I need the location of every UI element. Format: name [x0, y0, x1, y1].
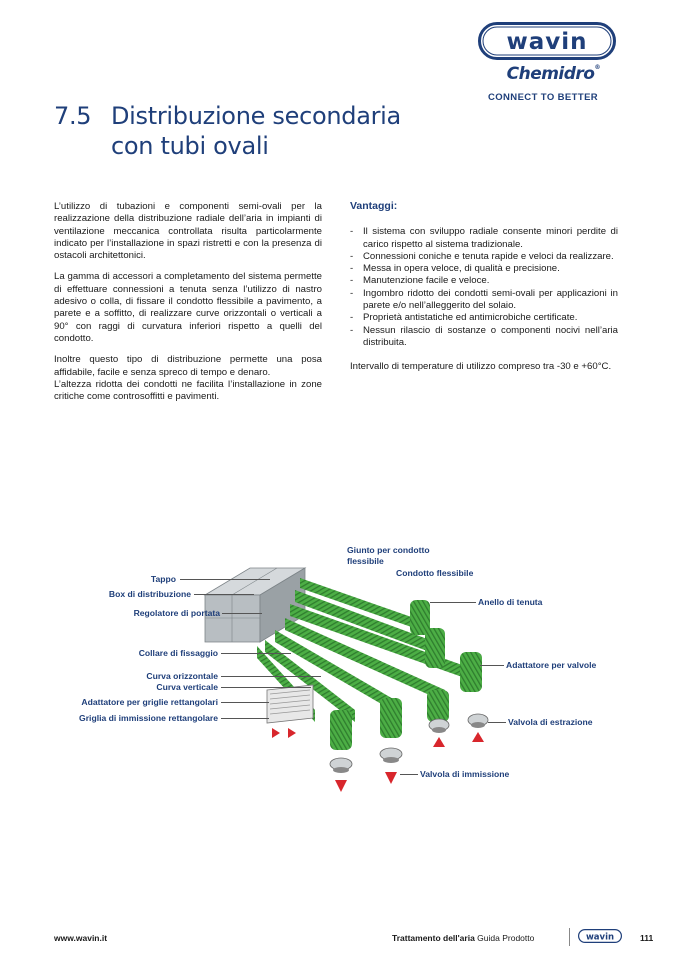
- leader-regolatore: [222, 613, 262, 614]
- advantage-item: - Nessun rilascio di sostanze o componenti nocivi nell’aria distribuita.: [350, 325, 618, 350]
- label-condotto-flessibile: Condotto flessibile: [396, 568, 474, 578]
- leader-adattatore-valvole: [480, 665, 504, 666]
- supply-valves: [330, 748, 402, 792]
- advantage-item: - Connessioni coniche e tenuta rapide e veloci da realizzare.: [350, 251, 618, 263]
- leader-box: [194, 594, 254, 595]
- leader-anello: [430, 602, 476, 603]
- intro-column: [54, 201, 322, 403]
- leader-curva-verticale: [221, 687, 311, 688]
- leader-curva-orizzontale: [221, 676, 321, 677]
- label-valvola-estrazione: Valvola di estrazione: [508, 717, 593, 727]
- footer-wavin-logo: [578, 929, 622, 943]
- leader-adattatore-griglie: [221, 702, 269, 703]
- leader-collare: [221, 653, 291, 654]
- label-box-distribuzione: Box di distribuzione: [108, 589, 191, 599]
- label-anello-tenuta: Anello di tenuta: [478, 597, 543, 607]
- chemidro-logo-text: Chemidro: [506, 64, 595, 84]
- leader-griglia: [221, 718, 269, 719]
- footer-section: [392, 933, 534, 943]
- section-number: 7.5: [54, 102, 92, 130]
- advantages-heading: Vantaggi:: [350, 200, 398, 212]
- intro-paragraph-3: Inoltre questo tipo di distribuzione permette una posa affidabile, facile e senza spreco di tempo e denaro.: [54, 354, 322, 378]
- advantage-item: - Ingombro ridotto dei condotti semi-ovali per applicazioni in parete e/o nell’alleggerito del solaio.: [350, 288, 618, 313]
- title-line-2: con tubi ovali: [111, 132, 269, 160]
- label-adattatore-griglie: Adattatore per griglie rettangolari: [81, 697, 218, 707]
- intro-paragraph-1: L’utilizzo di tubazioni e componenti semi-ovali per la realizzazione della distribuzione radiale dell’aria in impianti di ventilazione meccanica controllata risulta particolarmente indicato per l’installazione in spazi ristretti e con la presenza di ostacoli architettonici.: [54, 201, 322, 262]
- label-curva-verticale: Curva verticale: [156, 682, 218, 692]
- advantages-column: [350, 200, 618, 374]
- leader-valvola-immissione: [400, 774, 418, 775]
- intro-paragraph-2: La gamma di accessori a completamento del sistema permette di effettuare connessioni a tenuta senza l’utilizzo di nastro adesivo o colla, di fissare il condotto flessibile a pavimento, a parete e a soffitto, di realizzare curve orizzontali o verticali a 90° con raggi di curvatura inferiori rispetto a quelli del condotto.: [54, 271, 322, 344]
- advantage-item: - Messa in opera veloce, di qualità e precisione.: [350, 263, 618, 275]
- label-valvola-immissione: Valvola di immissione: [420, 769, 510, 779]
- label-curva-orizzontale: Curva orizzontale: [146, 671, 218, 681]
- footer-logo-text: wavin: [585, 932, 615, 943]
- advantage-item: - Manutenzione facile e veloce.: [350, 275, 618, 287]
- label-collare-fissaggio: Collare di fissaggio: [138, 648, 218, 658]
- footer-section-bold: Trattamento dell'aria: [392, 933, 475, 943]
- label-tappo: Tappo: [150, 574, 176, 584]
- temperature-range-text: Intervallo di temperature di utilizzo compreso tra -30 e +60°C.: [350, 361, 612, 373]
- wavin-logo-text: wavin: [506, 29, 588, 55]
- label-griglia-immissione: Griglia di immissione rettangolare: [79, 713, 218, 723]
- label-adattatore-valvole: Adattatore per valvole: [506, 660, 597, 670]
- chemidro-logo: [498, 64, 600, 84]
- registered-mark: ®: [594, 64, 600, 71]
- leader-tappo: [180, 579, 270, 580]
- rectangular-grille: [267, 685, 313, 738]
- advantages-list: [350, 226, 618, 349]
- advantage-item: - Proprietà antistatiche ed antimicrobiche certificate.: [350, 312, 618, 324]
- footer-divider: [569, 928, 570, 946]
- extraction-valves: [429, 714, 488, 747]
- label-regolatore-portata: Regolatore di portata: [133, 608, 220, 618]
- title-line-1: Distribuzione secondaria: [111, 102, 401, 130]
- label-giunto-line-2: flessibile: [347, 556, 384, 566]
- advantage-item: - Il sistema con sviluppo radiale consente minori perdite di carico rispetto al sistema tradizionale.: [350, 226, 618, 251]
- footer-url: www.wavin.it: [54, 933, 108, 943]
- logo-tagline: CONNECT TO BETTER: [488, 92, 599, 103]
- footer-section-rest: Guida Prodotto: [477, 933, 535, 943]
- intro-paragraph-4: L’altezza ridotta dei condotti ne facilita l’installazione in zone critiche come controsoffitti e pavimenti.: [54, 378, 322, 403]
- leader-valvola-estrazione: [488, 722, 506, 723]
- page-number: 111: [640, 933, 654, 943]
- wavin-logo: [478, 22, 616, 60]
- page-title: [54, 101, 401, 161]
- label-giunto-line-1: Giunto per condotto: [347, 545, 430, 555]
